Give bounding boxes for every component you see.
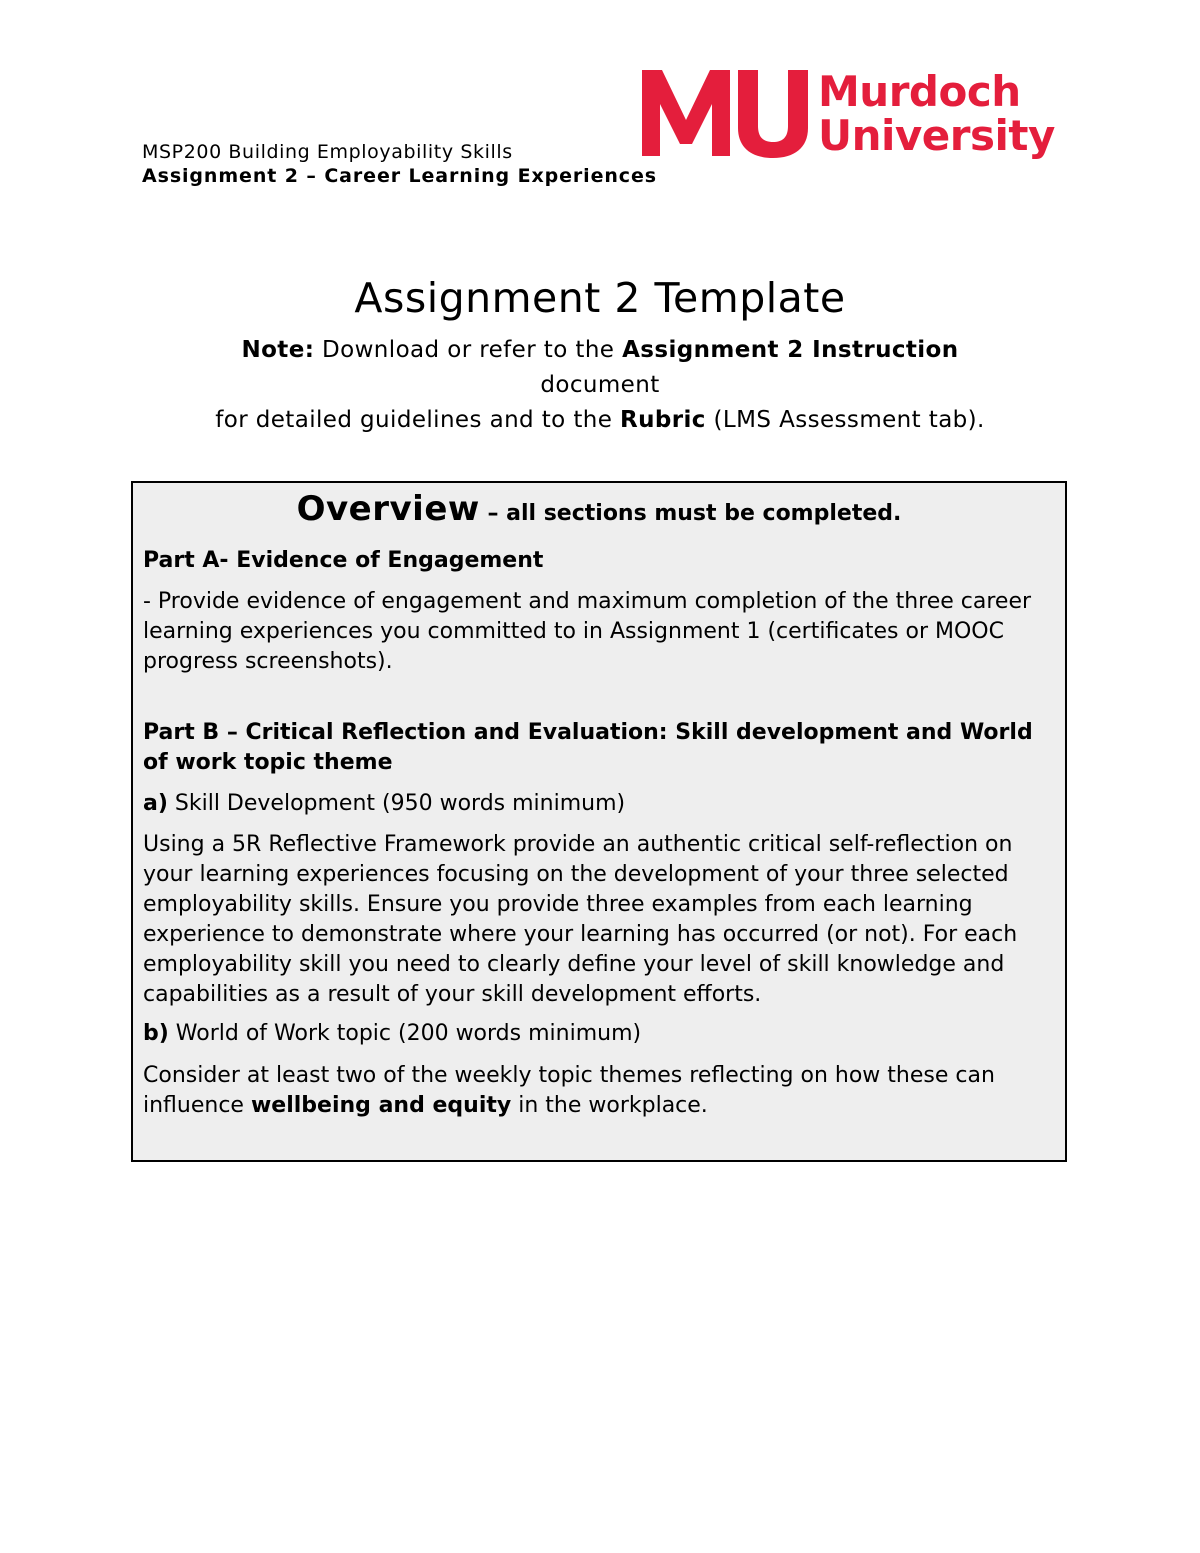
part-b-a-text: Using a 5R Reflective Framework provide an authentic critical self-reflection on your learning experiences focusing on the development of your three selected employability skills. Ensure you provide three examples from each learning experience to demonstrate where your learning has occurred (or not). For each employability skill you need to clearly define your level of skill knowledge and capabilities as a result of your skill development efforts. (143, 832, 1018, 1007)
overview-title: Overview (296, 489, 480, 529)
part-b-b-heading (143, 1019, 1053, 1049)
overview-box (131, 481, 1067, 1162)
part-a-text: - Provide evidence of engagement and maximum completion of the three career learning experiences you committed to in Assignment 1 (certificates or MOOC progress screenshots). (143, 589, 1032, 674)
note-paragraph (100, 333, 1100, 438)
overview-subtitle: – all sections must be completed. (479, 501, 902, 526)
note-line-1 (100, 333, 1100, 368)
assignment-subtitle: Assignment 2 – Career Learning Experiences (142, 165, 657, 187)
part-b-b-text: Consider at least two of the weekly topic themes reflecting on how these can influence wellbeing and equity in the workplace. (143, 1063, 995, 1118)
logo-line-murdoch: Murdoch (818, 67, 1021, 116)
page-title: Assignment 2 Template (354, 274, 846, 322)
wellbeing-equity-emphasis: wellbeing and equity (250, 1093, 512, 1118)
logo-line-university: University (818, 111, 1055, 160)
note-line-2: document (540, 372, 660, 398)
note-rubric: Rubric (620, 407, 706, 433)
overview-heading (133, 489, 1065, 529)
note-line-3 (100, 403, 1100, 438)
part-b-a-title: Skill Development (950 words minimum) (167, 791, 626, 816)
note-instruction-doc: Assignment 2 Instruction (622, 337, 959, 363)
logo-wordmark (818, 67, 1055, 160)
mu-logo-mark-icon (640, 68, 810, 158)
note-text-3: for detailed guidelines and to the (215, 407, 621, 433)
part-b-a-heading (143, 789, 1053, 819)
part-b-a-label: a) (143, 791, 168, 816)
murdoch-university-logo (640, 68, 1060, 163)
note-text-1: Download or refer to the (314, 337, 623, 363)
part-b-title: Part B – Critical Reflection and Evaluation: Skill development and World of work topic theme (143, 720, 1033, 775)
part-a-title: Part A- Evidence of Engagement (143, 548, 544, 573)
course-title: MSP200 Building Employability Skills (142, 141, 513, 163)
part-b-b-title: World of Work topic (200 words minimum) (168, 1021, 642, 1046)
note-label: Note: (241, 337, 315, 363)
note-text-4: (LMS Assessment tab). (705, 407, 985, 433)
part-b-b-label: b) (143, 1021, 169, 1046)
